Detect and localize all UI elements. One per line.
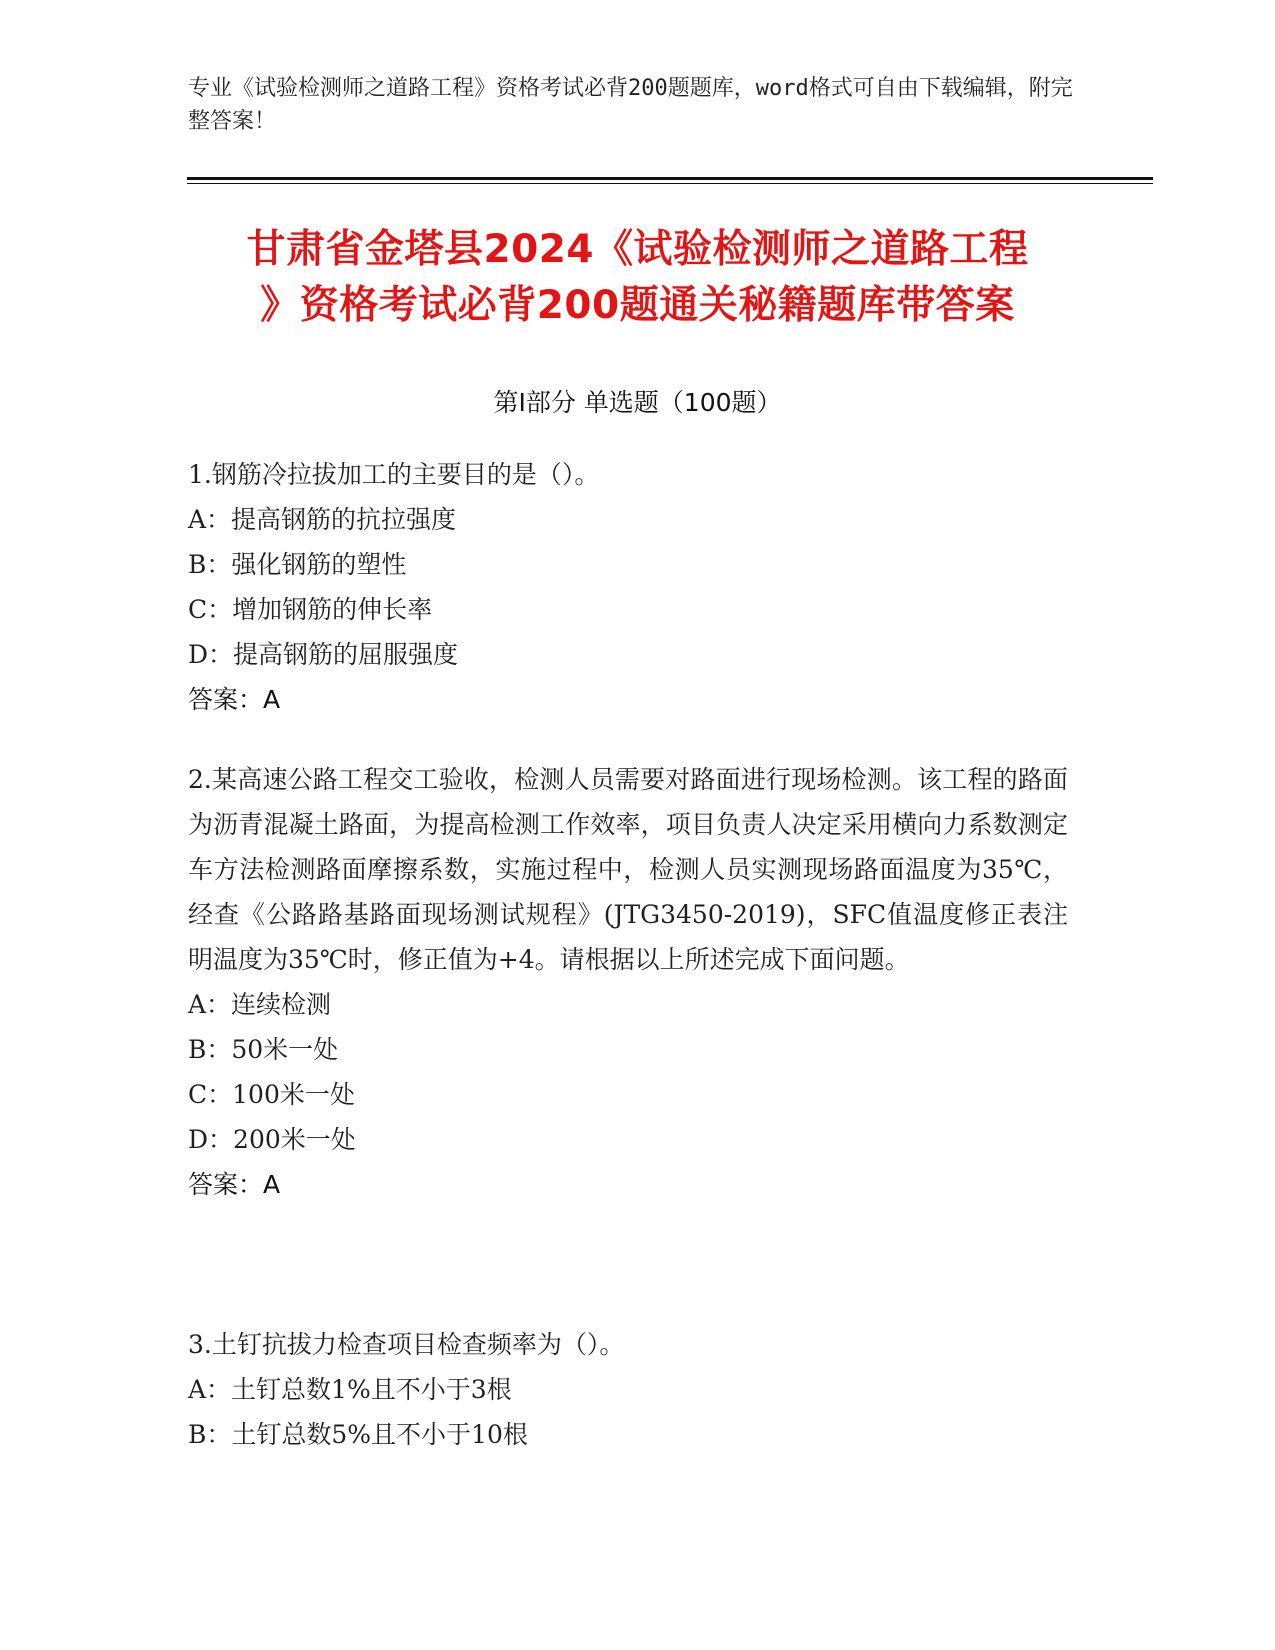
document-title-line-2: 》资格考试必背200题通关秘籍题库带答案 [260, 283, 1015, 328]
question-3-option-b: B：土钉总数5%且不小于10根 [188, 1420, 528, 1449]
question-1-answer: 答案：A [188, 685, 281, 714]
question-2-option-b: B：50米一处 [188, 1035, 339, 1064]
header-rule-thin [187, 183, 1153, 184]
question-1-option-c: C：增加钢筋的伸长率 [188, 595, 433, 624]
question-3-option-a: A：土钉总数1%且不小于3根 [188, 1375, 512, 1404]
question-2-answer: 答案：A [188, 1170, 281, 1199]
question-2-option-a: A：连续检测 [188, 990, 332, 1019]
header-rule-thick [187, 177, 1153, 180]
question-2 [188, 757, 1068, 1207]
document-title-line-1: 甘肃省金塔县2024《试验检测师之道路工程 [246, 227, 1029, 272]
question-3-stem: 3.土钉抗拔力检查项目检查频率为（）。 [188, 1330, 625, 1359]
document-title [150, 222, 1125, 334]
question-1-option-b: B：强化钢筋的塑性 [188, 550, 407, 579]
header-note: 专业《试验检测师之道路工程》资格考试必背200题题库，word格式可自由下载编辑，附完整答案！ [188, 76, 1073, 134]
question-1-option-a: A：提高钢筋的抗拉强度 [188, 505, 457, 534]
question-2-option-d: D：200米一处 [188, 1125, 356, 1154]
section-title: 第Ⅰ部分 单选题（100题） [493, 388, 782, 417]
question-1-stem: 1.钢筋冷拉拔加工的主要目的是（）。 [188, 460, 600, 489]
question-2-stem: 2.某高速公路工程交工验收，检测人员需要对路面进行现场检测。该工程的路面为沥青混凝土路面，为提高检测工作效率，项目负责人决定采用横向力系数测定车方法检测路面摩擦系数，实施过程中，检测人员实测现场路面温度为35℃，经查《公路路基路面现场测试规程》(JTG3450-2019)，SFC值温度修正表注明温度为35℃时，修正值为+4。请根据以上所述完成下面问题。 [188, 765, 1068, 974]
question-1-option-d: D：提高钢筋的屈服强度 [188, 640, 459, 669]
question-2-option-c: C：100米一处 [188, 1080, 355, 1109]
question-3 [188, 1322, 1068, 1457]
question-1 [188, 452, 1068, 722]
